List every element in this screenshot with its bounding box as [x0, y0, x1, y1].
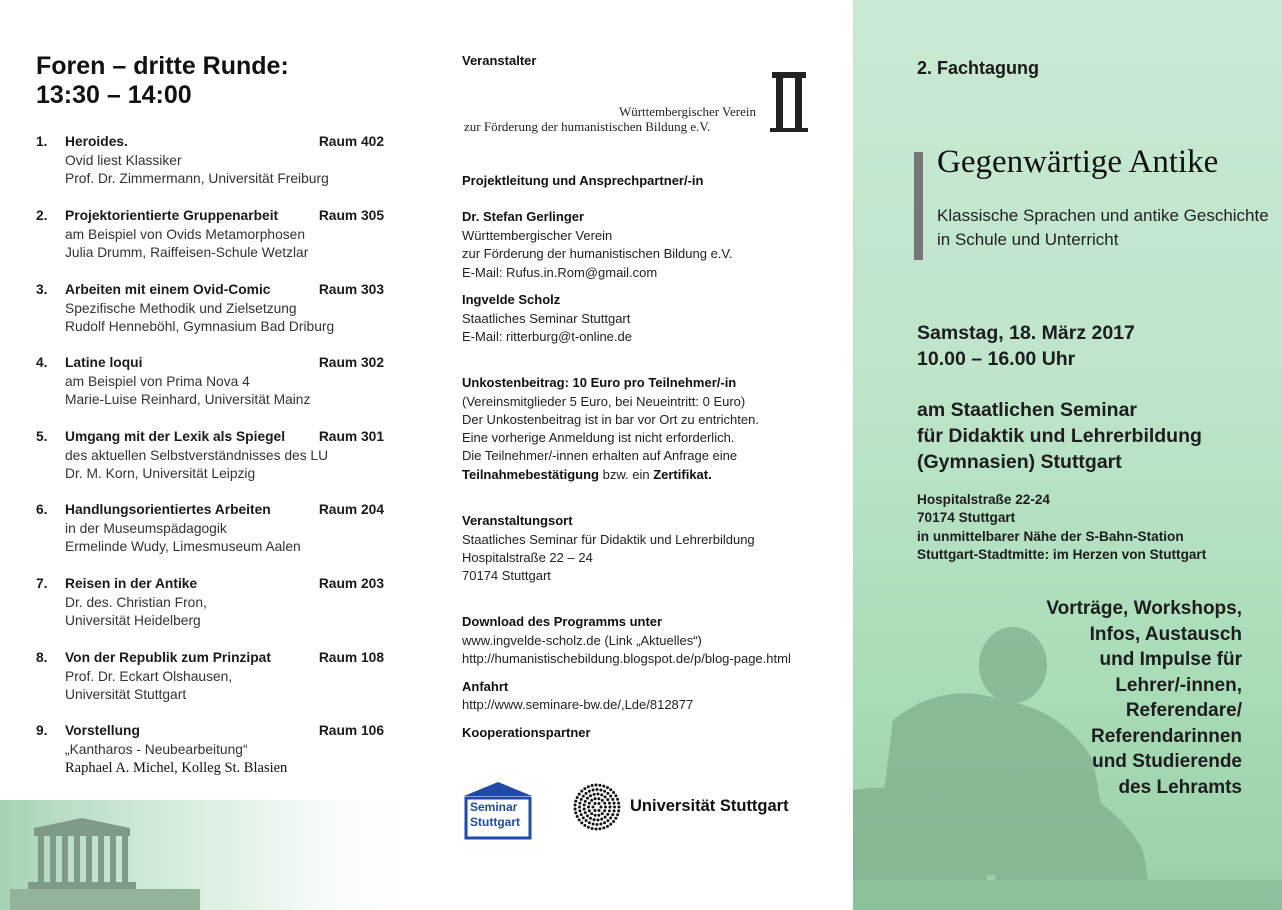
contact1-org: Württembergischer Verein — [462, 228, 613, 243]
forum-item — [36, 722, 396, 778]
fee-connector: bzw. ein — [599, 467, 654, 482]
forum-title-text: Latine loqui — [65, 355, 143, 370]
event-time: 10.00 – 16.00 Uhr — [917, 348, 1076, 370]
parthenon-illustration — [0, 800, 430, 910]
forum-number: 4. — [36, 355, 48, 370]
forum-room: Raum 203 — [318, 576, 384, 591]
subtitle-line1: Klassische Sprachen und antike Geschichte — [937, 206, 1269, 225]
forum-title — [36, 52, 289, 110]
highlight-line: Referendarinnen — [1091, 725, 1242, 747]
forum-title-text: Handlungsorientiertes Arbeiten — [65, 502, 271, 517]
download-label: Download des Programms unter — [462, 614, 663, 629]
forum-speaker: Raphael A. Michel, Kolleg St. Blasien — [65, 760, 288, 776]
fee-line3: Eine vorherige Anmeldung ist nicht erforderlich. — [462, 430, 735, 445]
forum-subtitle: „Kantharos - Neubearbeitung“ — [65, 741, 248, 757]
highlight-line: Lehrer/-innen, — [1115, 674, 1242, 696]
forum-number: 6. — [36, 502, 48, 517]
forum-number: 1. — [36, 134, 48, 149]
forum-room: Raum 303 — [318, 282, 384, 297]
fee-line1: (Vereinsmitglieder 5 Euro, bei Neueintritt: 0 Euro) — [462, 394, 746, 409]
forum-item — [36, 133, 396, 189]
address-line1: Hospitalstraße 22-24 — [917, 492, 1050, 507]
forum-room: Raum 108 — [318, 650, 384, 665]
forum-speaker: Prof. Dr. Zimmermann, Universität Freiburg — [65, 171, 329, 186]
address-line2: 70174 Stuttgart — [917, 510, 1016, 525]
fee-line4: Die Teilnehmer/-innen erhalten auf Anfrage eine — [462, 448, 738, 463]
main-title: Gegenwärtige Antike — [937, 144, 1219, 180]
uni-logo-text: Universität Stuttgart — [630, 797, 789, 815]
highlight-line: des Lehramts — [1118, 776, 1242, 798]
highlight-line: und Studierende — [1092, 751, 1242, 772]
forum-subtitle: Spezifische Methodik und Zielsetzung — [65, 300, 297, 316]
event-date: Samstag, 18. März 2017 — [917, 322, 1135, 344]
forum-room: Raum 305 — [318, 208, 384, 223]
fachtagung-label: 2. Fachtagung — [917, 58, 1040, 78]
forum-item — [36, 354, 396, 410]
title-accent-bar — [914, 152, 923, 260]
forum-number: 9. — [36, 723, 48, 738]
forum-subtitle: in der Museumspädagogik — [65, 520, 227, 536]
forum-title-text: Von der Republik zum Prinzipat — [65, 650, 271, 665]
forum-item — [36, 207, 396, 263]
download-link1[interactable]: www.ingvelde-scholz.de (Link „Aktuelles“) — [462, 633, 702, 648]
forum-number: 5. — [36, 429, 48, 444]
forum-speaker: Dr. M. Korn, Universität Leipzig — [65, 466, 256, 481]
right-panel — [853, 0, 1282, 910]
forum-room: Raum 106 — [318, 723, 384, 738]
venue-line2: für Didaktik und Lehrerbildung — [917, 425, 1202, 447]
forum-subtitle: am Beispiel von Ovids Metamorphosen — [65, 226, 306, 242]
highlight-line: und Impulse für — [1099, 649, 1242, 670]
address-line4: Stuttgart-Stadtmitte: im Herzen von Stuttgart — [917, 547, 1207, 562]
fee-line2: Der Unkostenbeitrag ist in bar vor Ort zu entrichten. — [462, 412, 759, 427]
forum-subtitle: Dr. des. Christian Fron, — [65, 594, 207, 610]
seminar-logo-line1: Seminar — [470, 800, 518, 814]
forum-item — [36, 281, 396, 337]
forum-subtitle: Prof. Dr. Eckart Olshausen, — [65, 668, 233, 684]
forum-title-text: Projektorientierte Gruppenarbeit — [65, 208, 279, 223]
fee-line5 — [462, 466, 712, 485]
anfahrt-link[interactable]: http://www.seminare-bw.de/,Lde/812877 — [462, 697, 694, 712]
forum-subtitle: am Beispiel von Prima Nova 4 — [65, 373, 250, 389]
forum-speaker: Julia Drumm, Raiffeisen-Schule Wetzlar — [65, 245, 309, 260]
kooperation-label: Kooperationspartner — [462, 725, 591, 740]
seminar-logo-line2: Stuttgart — [470, 815, 520, 829]
forum-item — [36, 575, 396, 631]
middle-panel — [430, 0, 850, 910]
ort-line2: Hospitalstraße 22 – 24 — [462, 550, 593, 565]
forum-speaker: Rudolf Henneböhl, Gymnasium Bad Driburg — [65, 319, 335, 334]
forum-title-text: Arbeiten mit einem Ovid-Comic — [65, 282, 271, 297]
forum-speaker: Universität Heidelberg — [65, 613, 201, 628]
highlight-line: Referendare/ — [1125, 700, 1242, 721]
forum-item — [36, 649, 396, 705]
uni-dot-emblem — [572, 782, 622, 832]
forum-room: Raum 302 — [318, 355, 384, 370]
forum-title-text: Vorstellung — [65, 723, 140, 738]
download-link2[interactable]: http://humanistischebildung.blogspot.de/p/blog-page.html — [462, 651, 791, 666]
venue-line3: (Gymnasien) Stuttgart — [917, 451, 1122, 473]
contact1-name: Dr. Stefan Gerlinger — [462, 209, 585, 224]
subtitle-line2: in Schule und Unterricht — [937, 230, 1119, 249]
forum-item — [36, 501, 396, 557]
forum-item — [36, 428, 396, 484]
contact1-org2: zur Förderung der humanistischen Bildung e.V. — [462, 246, 733, 261]
forum-number: 7. — [36, 576, 48, 591]
venue-line1: am Staatlichen Seminar — [917, 399, 1138, 421]
ort-line3: 70174 Stuttgart — [462, 568, 551, 583]
universitaet-stuttgart-logo — [572, 782, 812, 834]
fee-zertifikat: Zertifikat. — [653, 467, 712, 482]
program-highlights — [1046, 596, 1242, 800]
seminar-logo-text — [470, 800, 520, 830]
contact2-name: Ingvelde Scholz — [462, 292, 561, 307]
ort-line1: Staatliches Seminar für Didaktik und Lehrerbildung — [462, 532, 755, 547]
veranstalter-label: Veranstalter — [462, 53, 537, 68]
column-ruin-icon — [768, 66, 810, 134]
forum-title-text: Umgang mit der Lexik als Spiegel — [65, 429, 286, 444]
ort-label: Veranstaltungsort — [462, 513, 573, 528]
forum-number: 2. — [36, 208, 48, 223]
forum-subtitle: Ovid liest Klassiker — [65, 152, 182, 168]
projekt-label: Projektleitung und Ansprechpartner/-in — [462, 173, 704, 188]
contact2-org: Staatliches Seminar Stuttgart — [462, 311, 631, 326]
forum-number: 3. — [36, 282, 48, 297]
forum-speaker: Ermelinde Wudy, Limesmuseum Aalen — [65, 539, 301, 554]
forum-number: 8. — [36, 650, 48, 665]
forum-title-text: Reisen in der Antike — [65, 576, 198, 591]
contact1-email[interactable]: E-Mail: Rufus.in.Rom@gmail.com — [462, 265, 658, 280]
forum-title-line1: Foren – dritte Runde: — [36, 52, 289, 80]
contact2-email[interactable]: E-Mail: ritterburg@t-online.de — [462, 329, 632, 344]
forum-speaker: Marie-Luise Reinhard, Universität Mainz — [65, 392, 311, 407]
verein-logo-line2: zur Förderung der humanistischen Bildung e.V. — [464, 119, 711, 134]
forum-room: Raum 301 — [318, 429, 384, 444]
address-line3: in unmittelbarer Nähe der S-Bahn-Station — [917, 529, 1184, 544]
verein-logo-line1: Württembergischer Verein — [618, 104, 756, 119]
verein-logo — [460, 66, 810, 138]
fee-certificate-label: Teilnahmebestätigung — [462, 467, 599, 482]
highlight-line: Infos, Austausch — [1089, 623, 1242, 645]
forum-room: Raum 204 — [318, 502, 384, 517]
left-panel — [0, 0, 430, 910]
fee-title: Unkostenbeitrag: 10 Euro pro Teilnehmer/-in — [462, 375, 737, 390]
forum-room: Raum 402 — [318, 134, 384, 149]
forum-title-text: Heroides. — [65, 134, 128, 149]
highlight-line: Vorträge, Workshops, — [1046, 598, 1242, 619]
anfahrt-label: Anfahrt — [462, 679, 509, 694]
forum-speaker: Universität Stuttgart — [65, 687, 187, 702]
seminar-stuttgart-logo — [462, 780, 534, 840]
forum-title-time: 13:30 – 14:00 — [36, 81, 192, 109]
forum-subtitle: des aktuellen Selbstverständnisses des LU — [65, 447, 329, 463]
